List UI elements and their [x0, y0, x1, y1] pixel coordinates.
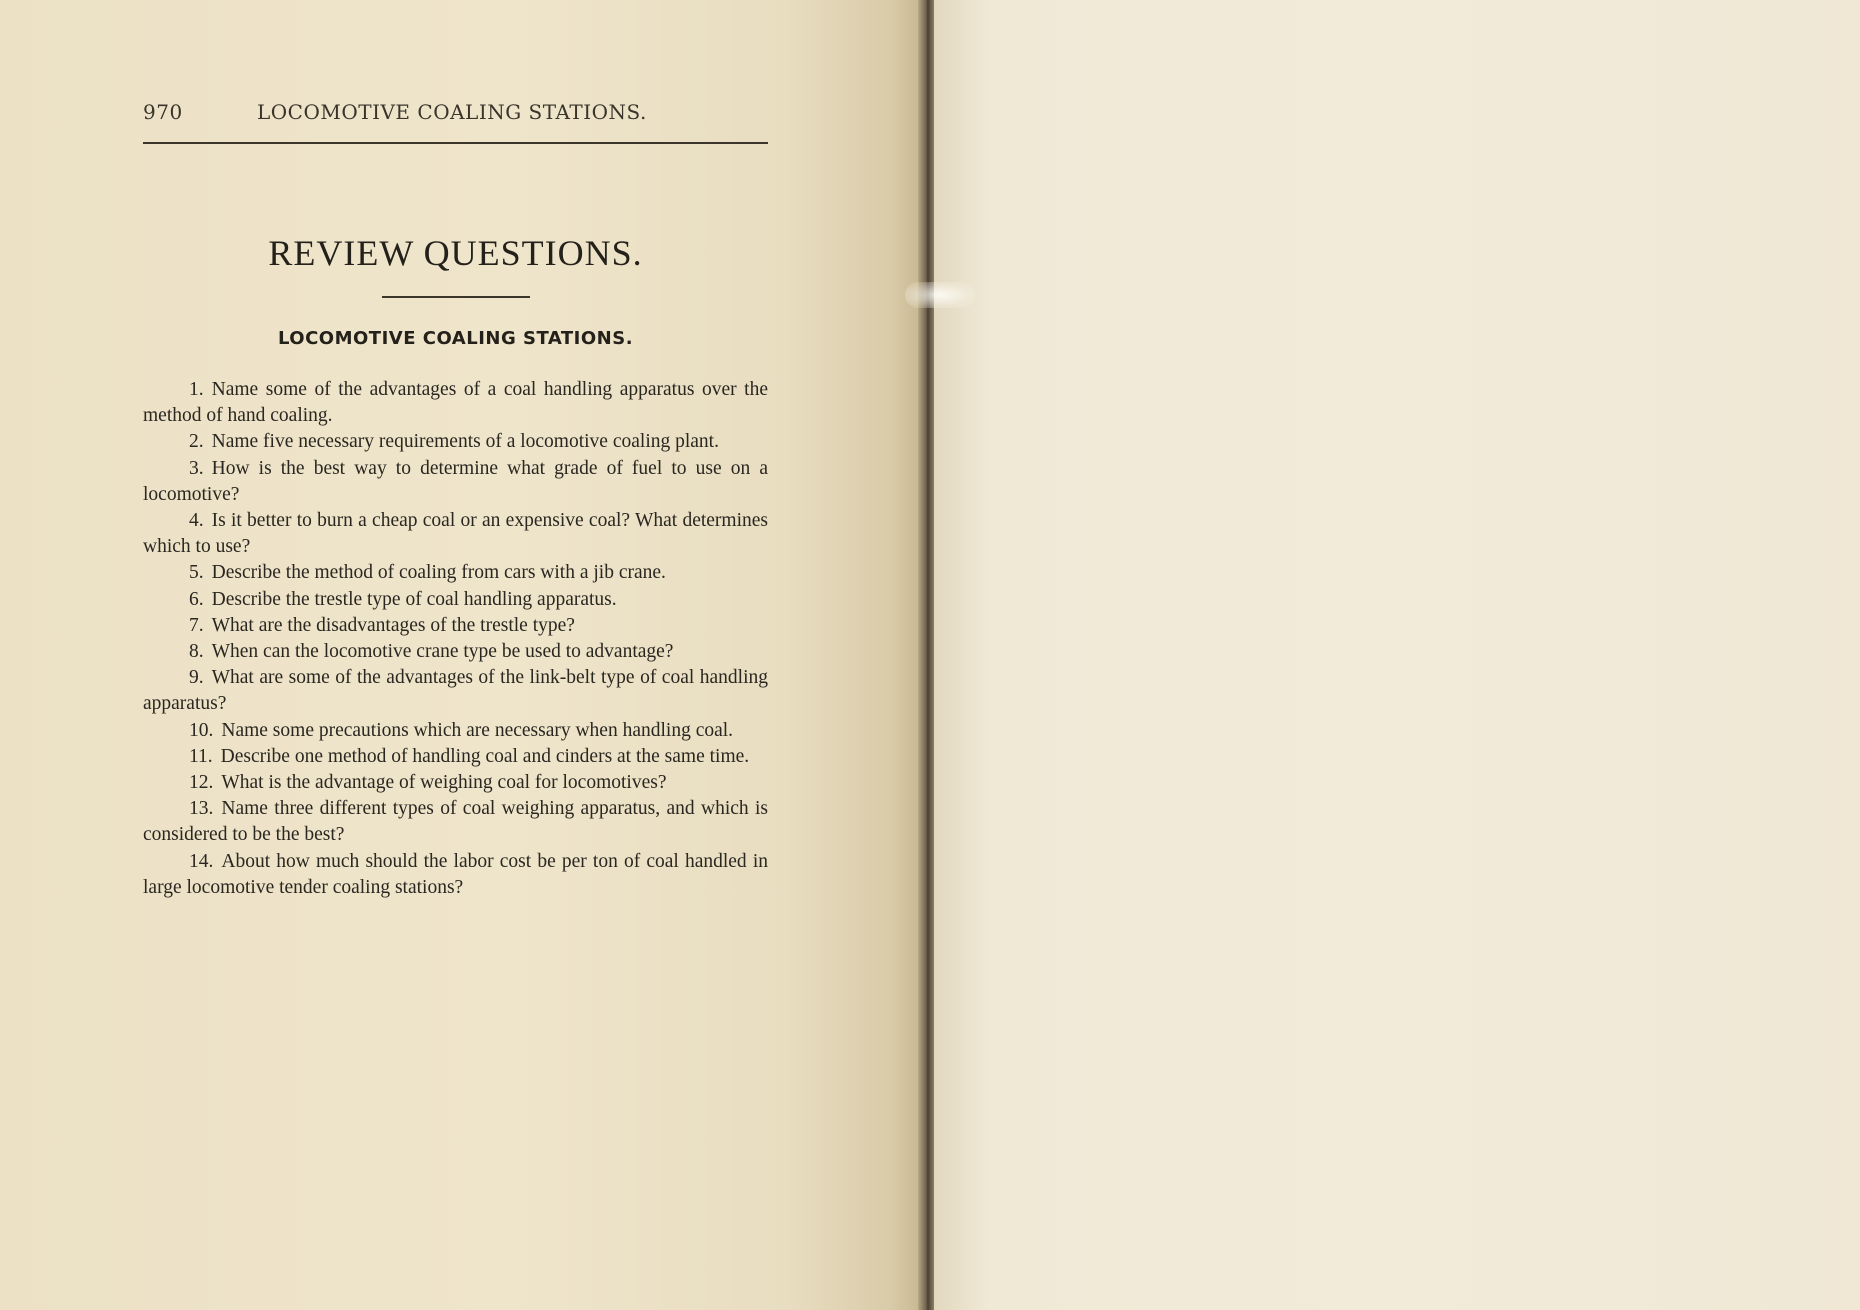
question-list — [143, 377, 768, 901]
question-item — [143, 508, 768, 560]
question-item — [143, 796, 768, 848]
question-number: 4. — [189, 510, 204, 532]
question-text: How is the best way to determine what grade of fuel to use on a locomotive? — [143, 457, 768, 505]
paper-tab-mark — [905, 282, 975, 308]
question-text: Describe the trestle type of coal handling apparatus. — [211, 588, 617, 610]
running-title: LOCOMOTIVE COALING STATIONS. — [257, 100, 647, 124]
question-text: What is the advantage of weighing coal for locomotives? — [221, 772, 667, 794]
question-item — [143, 849, 768, 901]
question-number: 12. — [189, 772, 214, 794]
question-item — [143, 560, 768, 586]
question-number: 1. — [189, 379, 204, 400]
question-number: 7. — [189, 614, 204, 636]
question-text: About how much should the labor cost be per ton of coal handled in large locomotive tender coaling stations? — [143, 850, 768, 898]
question-number: 8. — [189, 641, 204, 663]
question-text: What are some of the advantages of the link-belt type of coal handling apparatus? — [143, 667, 768, 715]
question-number: 10. — [189, 719, 214, 741]
question-item — [143, 718, 768, 744]
question-number: 9. — [189, 667, 204, 689]
question-text: Describe one method of handling coal and cinders at the same time. — [220, 745, 750, 767]
question-text: What are the disadvantages of the trestle type? — [211, 614, 575, 636]
question-item — [143, 744, 768, 770]
question-number: 3. — [189, 457, 204, 479]
header-rule — [143, 142, 768, 144]
title-rule — [382, 296, 530, 298]
question-text: Name some of the advantages of a coal handling apparatus over the method of hand coaling. — [143, 379, 768, 427]
page-number: 970 — [143, 100, 183, 124]
question-text: When can the locomotive crane type be used to advantage? — [211, 641, 674, 663]
question-text: Name some precautions which are necessary when handling coal. — [221, 719, 734, 741]
question-number: 2. — [189, 431, 204, 453]
section-subheading: LOCOMOTIVE COALING STATIONS. — [277, 328, 634, 349]
question-number: 11. — [189, 745, 213, 767]
question-text: Name three different types of coal weighing apparatus, and which is considered to be the best? — [143, 798, 768, 846]
question-item — [143, 429, 768, 455]
left-page — [0, 0, 928, 1310]
question-text: Describe the method of coaling from cars with a jib crane. — [211, 562, 666, 584]
question-number: 5. — [189, 562, 204, 584]
question-item — [143, 613, 768, 639]
question-item — [143, 770, 768, 796]
question-number: 6. — [189, 588, 204, 610]
question-text: Is it better to burn a cheap coal or an expensive coal? What determines which to use? — [143, 510, 768, 558]
page-content — [143, 100, 768, 901]
question-number: 13. — [189, 798, 214, 820]
question-item — [143, 587, 768, 613]
running-head — [143, 100, 768, 136]
question-item — [143, 456, 768, 508]
page-title: REVIEW QUESTIONS. — [268, 233, 643, 273]
question-item — [143, 377, 768, 429]
question-text: Name five necessary requirements of a locomotive coaling plant. — [211, 431, 719, 453]
right-page-blank — [934, 0, 1860, 1310]
question-item — [143, 665, 768, 717]
question-item — [143, 639, 768, 665]
question-number: 14. — [189, 850, 214, 872]
